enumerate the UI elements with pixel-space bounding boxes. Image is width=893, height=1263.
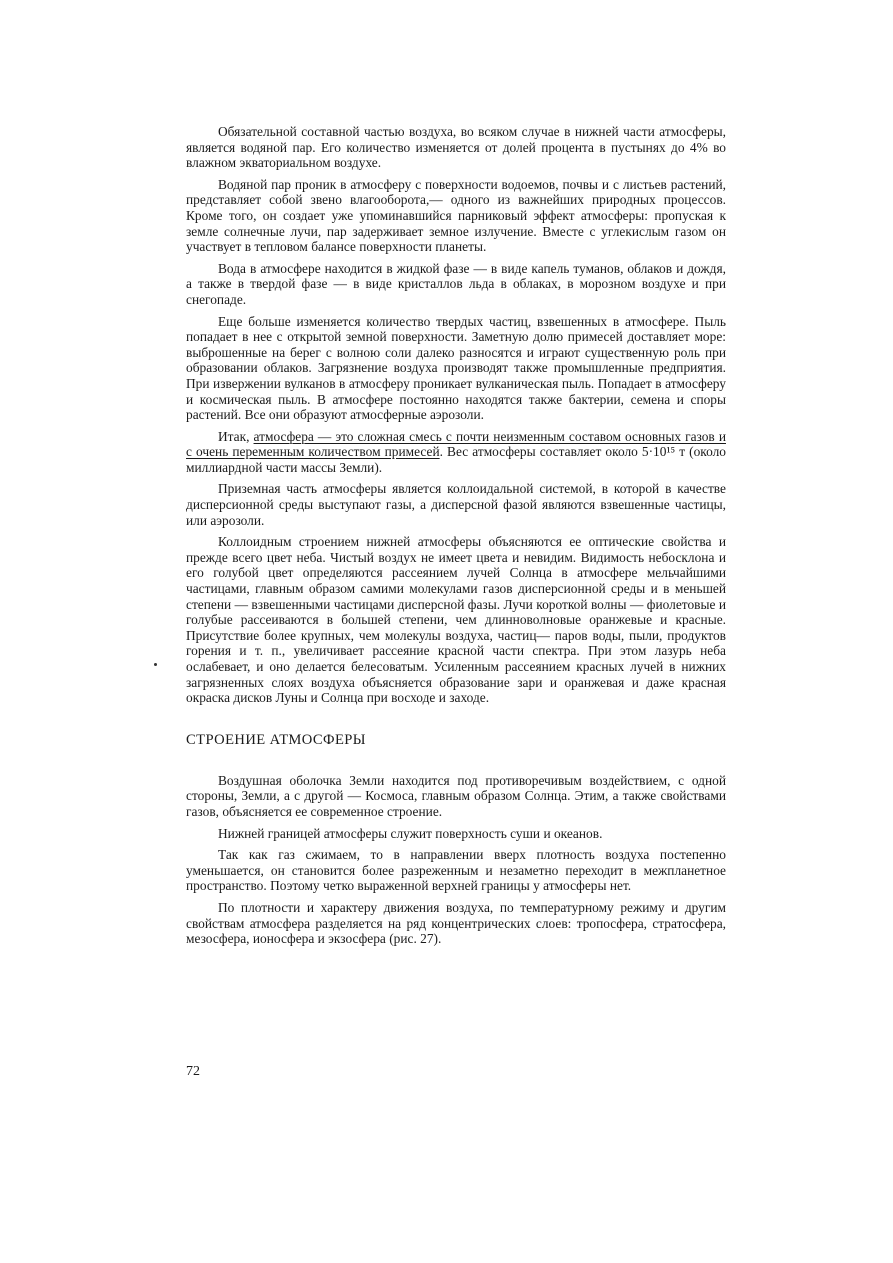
- paragraph-vapor-origin: Водяной пар проник в атмосферу с поверхности водоемов, почвы и с листьев растений, представляет собой звено влагооборота,— одного из важнейших природных процессов. Кроме того, он создает уже упоминавшийся парниковый эффект атмосферы: пропуская к земле солнечные лучи, пар задерживает земное излучение. Вместе с углекислым газом он участвует в тепловом балансе поверхности планеты.: [186, 176, 726, 255]
- paragraph-envelope: Воздушная оболочка Земли находится под противоречивым воздействием, с одной стороны, Земли, а с другой — Космоса, главным образом Солнца. Этим, а также свойствами газов, объясняется ее современное строение.: [186, 772, 726, 819]
- summary-underlined: атмосфера — это сложная смесь с почти неизменным составом основных газов и с очень переменным количеством примесей: [186, 428, 726, 460]
- section-heading: СТРОЕНИЕ АТМОСФЕРЫ: [186, 731, 366, 748]
- page-number: 72: [186, 1064, 200, 1079]
- paragraph-lower-boundary: Нижней границей атмосферы служит поверхность суши и океанов.: [218, 825, 603, 841]
- paragraph-water-phases: Вода в атмосфере находится в жидкой фазе — в виде капель туманов, облаков и дождя, а также в твердой фазе — в виде кристаллов льда в облаках, в морозном воздухе и при снегопаде.: [186, 260, 726, 307]
- paragraph-layers: По плотности и характеру движения воздуха, по температурному режиму и другим свойствам атмосфера разделяется на ряд концентрических слоев: тропосфера, стратосфера, мезосфера, ионосфера и экзосфера (рис. 27).: [186, 899, 726, 947]
- paragraph-solid-particles: Еще больше изменяется количество твердых частиц, взвешенных в атмосфере. Пыль попадает в нее с открытой земной поверхности. Заметную долю примесей доставляет море: выброшенные на берег с волною соли далеко разносятся и играют существенную роль при образовании облаков. Загрязнение воздуха производят также промышленные предприятия. При извержении вулканов в атмосферу проникает вулканическая пыль. Попадает в атмосферу и космическая пыль. В атмосфере постоянно находятся также бактерии, семена и споры растений. Все они образуют атмосферные аэрозоли.: [186, 313, 726, 423]
- scan-speck: [154, 663, 157, 666]
- paragraph-summary: [186, 429, 726, 476]
- page-body: [186, 124, 726, 953]
- paragraph-optics: Коллоидным строением нижней атмосферы объясняются ее оптические свойства и прежде всего цвет неба. Чистый воздух не имеет цвета и невидим. Видимость небосклона и его голубой цвет определяются рассеянием лучей Солнца в атмосфере мельчайшими частицами, главным образом самими молекулами газов дисперсионной среды и в меньшей степени — взвешенными частицами дисперсной фазы. Лучи короткой волны — фиолетовые и голубые рассеиваются в большей степени, чем длинноволновые оранжевые и красные. Присутствие более крупных, чем молекулы воздуха, частиц— паров воды, пыли, продуктов горения и т. п., увеличивает рассеяние красной части спектра. При этом лазурь неба ослабевает, и оно делается белесоватым. Усиленным рассеянием красных лучей в нижних загрязненных слоях воздуха объясняется образование зари и оранжевая и даже красная окраска дисков Луны и Солнца при восходе и заходе.: [186, 534, 726, 706]
- paragraph-upper-boundary: Так как газ сжимаем, то в направлении вверх плотность воздуха постепенно уменьшается, он становится более разреженным и незаметно переходит в межпланетное пространство. Поэтому четко выраженной верхней границы у атмосферы нет.: [186, 847, 726, 894]
- summary-rest: . Вес атмосферы составляет около 5·10¹⁵ т (около миллиардной части массы Земли).: [186, 444, 726, 475]
- paragraph-colloid: Приземная часть атмосферы является коллоидальной системой, в которой в качестве дисперсионной среды выступают газы, а дисперсной фазой являются взвешенные частицы, или аэрозоли.: [186, 481, 726, 528]
- paragraph-water-vapor: Обязательной составной частью воздуха, во всяком случае в нижней части атмосферы, является водяной пар. Его количество изменяется от долей процента в пустынях до 4% во влажном экваториальном воздухе.: [186, 124, 726, 171]
- summary-lead: Итак,: [218, 428, 254, 444]
